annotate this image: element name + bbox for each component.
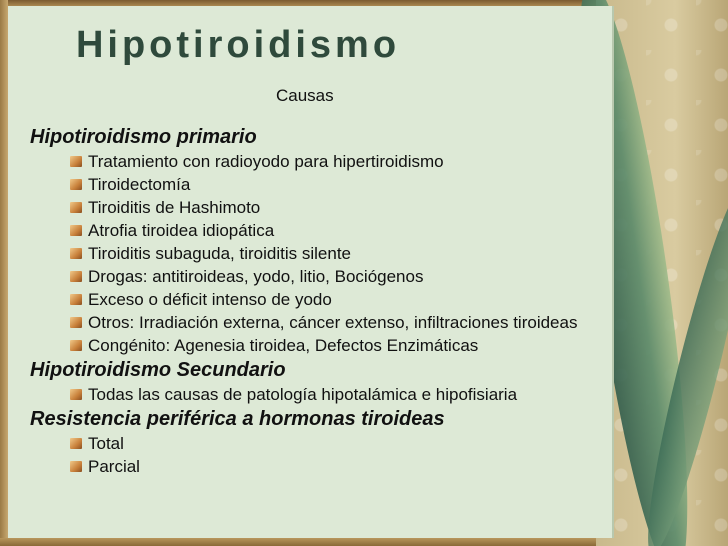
list-item	[70, 311, 610, 334]
list-item	[70, 383, 610, 406]
list-item	[70, 219, 610, 242]
section-heading: Hipotiroidismo primario	[30, 126, 257, 148]
slide-body	[30, 124, 610, 478]
slide-subtitle: Causas	[276, 86, 334, 105]
square-bullet-icon	[70, 340, 82, 351]
square-bullet-icon	[70, 248, 82, 259]
list-item	[70, 455, 610, 478]
list-item	[70, 265, 610, 288]
square-bullet-icon	[70, 156, 82, 167]
list-item-text: Tratamiento con radioyodo para hipertiroidismo	[88, 152, 444, 171]
list-item-text: Tiroidectomía	[88, 175, 191, 194]
bullet-list	[30, 150, 610, 357]
decorative-side-panel	[596, 0, 728, 546]
section-heading: Hipotiroidismo Secundario	[30, 359, 286, 381]
square-bullet-icon	[70, 461, 82, 472]
list-item	[70, 173, 610, 196]
list-item-text: Drogas: antitiroideas, yodo, litio, Bociógenos	[88, 267, 424, 286]
list-item	[70, 334, 610, 357]
list-item-text: Exceso o déficit intenso de yodo	[88, 290, 332, 309]
bullet-list	[30, 383, 610, 406]
list-item-text: Parcial	[88, 457, 140, 476]
content-panel	[8, 6, 612, 538]
section-heading: Resistencia periférica a hormonas tiroideas	[30, 408, 445, 430]
list-item-text: Todas las causas de patología hipotalámica e hipofisiaria	[88, 385, 518, 404]
section-primary	[30, 124, 610, 357]
list-item	[70, 288, 610, 311]
list-item	[70, 150, 610, 173]
square-bullet-icon	[70, 225, 82, 236]
list-item-text: Tiroiditis subaguda, tiroiditis silente	[88, 244, 351, 263]
square-bullet-icon	[70, 179, 82, 190]
section-secondary	[30, 357, 610, 406]
list-item	[70, 432, 610, 455]
square-bullet-icon	[70, 202, 82, 213]
frame-left-border	[0, 0, 8, 546]
list-item-text: Congénito: Agenesia tiroidea, Defectos Enzimáticas	[88, 336, 479, 355]
bullet-list	[30, 432, 610, 478]
list-item-text: Tiroiditis de Hashimoto	[88, 198, 261, 217]
square-bullet-icon	[70, 271, 82, 282]
list-item-text: Total	[88, 434, 124, 453]
square-bullet-icon	[70, 389, 82, 400]
square-bullet-icon	[70, 438, 82, 449]
square-bullet-icon	[70, 317, 82, 328]
list-item	[70, 242, 610, 265]
section-resistance	[30, 406, 610, 478]
slide-title: Hipotiroidismo	[75, 24, 401, 66]
list-item-text: Otros: Irradiación externa, cáncer extenso, infiltraciones tiroideas	[88, 313, 578, 332]
square-bullet-icon	[70, 294, 82, 305]
list-item-text: Atrofia tiroidea idiopática	[88, 221, 275, 240]
list-item	[70, 196, 610, 219]
